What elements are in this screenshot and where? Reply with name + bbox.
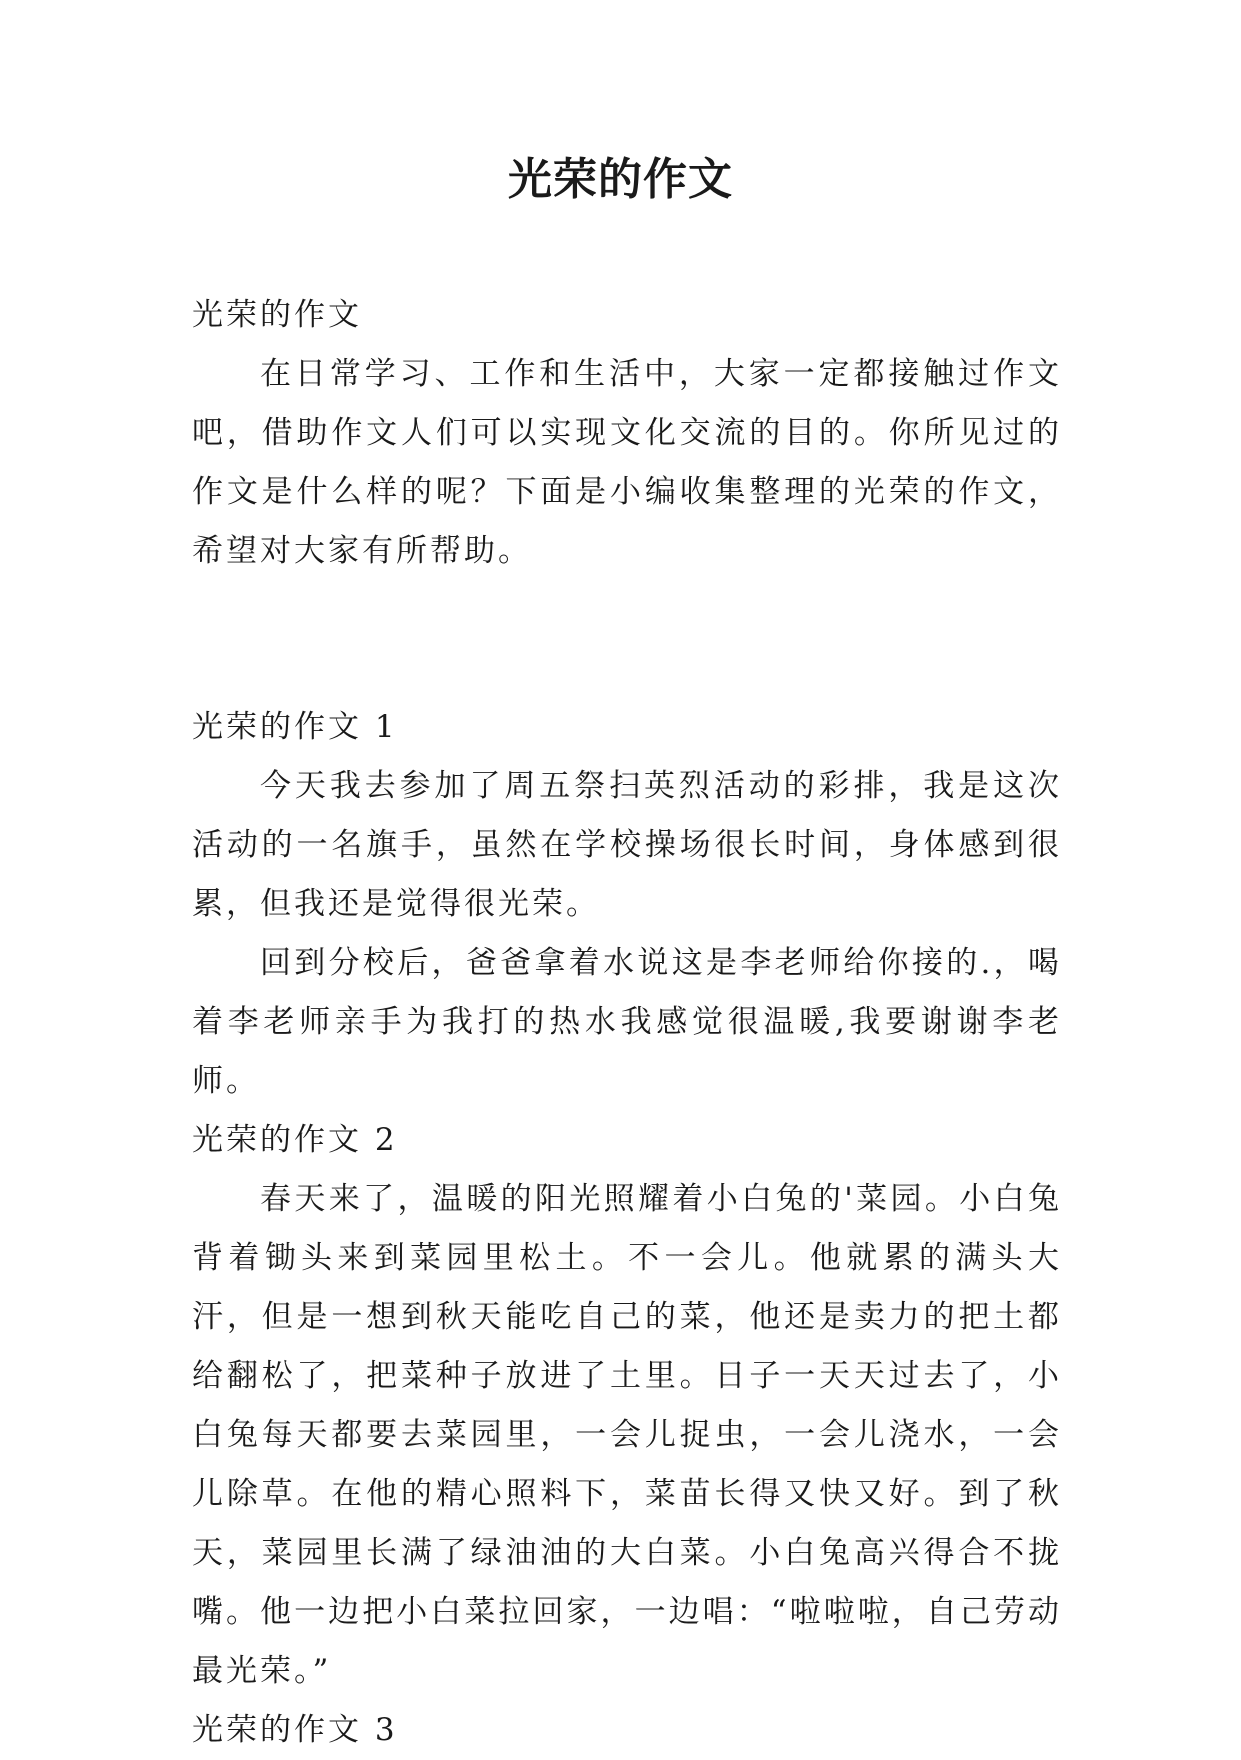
document-body [192,286,1062,1760]
section-spacer [192,581,1062,698]
section-1-paragraph-1: 今天我去参加了周五祭扫英烈活动的彩排，我是这次活动的一名旗手，虽然在学校操场很长时间，身体感到很累，但我还是觉得很光荣。 [192,768,1062,922]
section-2-paragraph-1: 春天来了，温暖的阳光照耀着小白兔的'菜园。小白兔背着锄头来到菜园里松土。不一会儿。他就累的满头大汗，但是一想到秋天能吃自己的菜，他还是卖力的把土都给翻松了，把菜种子放进了土里。日子一天天过去了，小白兔每天都要去菜园里，一会儿捉虫，一会儿浇水，一会儿除草。在他的精心照料下，菜苗长得又快又好。到了秋天，菜园里长满了绿油油的大白菜。小白兔高兴得合不拢嘴。他一边把小白菜拉回家，一边唱：“啦啦啦，自己劳动最光荣。” [192,1181,1062,1689]
document-title: 光荣的作文 [508,154,733,205]
section-1-paragraph-2: 回到分校后，爸爸拿着水说这是李老师给你接的.，喝着李老师亲手为我打的热水我感觉很温暖,我要谢谢李老师。 [192,945,1062,1099]
intro-paragraph: 在日常学习、工作和生活中，大家一定都接触过作文吧，借助作文人们可以实现文化交流的目的。你所见过的作文是什么样的呢？下面是小编收集整理的光荣的作文，希望对大家有所帮助。 [192,356,1062,569]
intro-heading: 光荣的作文 [192,297,362,333]
section-heading-3: 光荣的作文 3 [192,1712,398,1748]
section-heading-2: 光荣的作文 2 [192,1122,398,1158]
section-heading-1: 光荣的作文 1 [192,709,398,745]
